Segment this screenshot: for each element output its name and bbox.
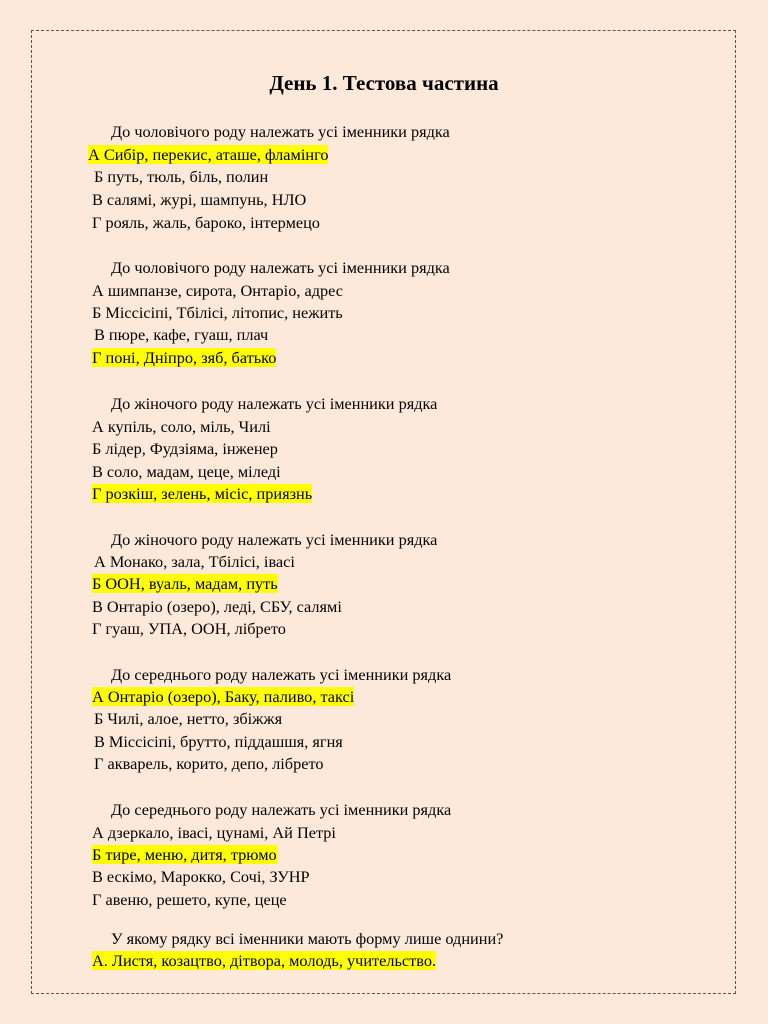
question-5-option-a	[92, 686, 354, 707]
question-2-option-b: Б Міссісіпі, Тбілісі, літопис, нежить	[92, 303, 343, 322]
correct-answer-highlight: А Сибір, перекис, аташе, фламінго	[88, 145, 329, 164]
question-1-option-c: В салямі, журі, шампунь, НЛО	[92, 190, 307, 209]
question-5-option-c: В Міссісіпі, брутто, піддашшя, ягня	[94, 732, 343, 751]
question-2-option-c: В пюре, кафе, гуаш, плач	[94, 325, 269, 344]
correct-answer-highlight: Г поні, Дніпро, зяб, батько	[92, 348, 277, 367]
question-2-option-a: А шимпанзе, сирота, Онтаріо, адрес	[92, 281, 343, 300]
question-6-prompt: До середнього роду належать усі іменники рядка	[111, 800, 452, 819]
question-4-option-b	[92, 573, 278, 594]
question-3-option-c: В соло, мадам, цеце, міледі	[92, 462, 281, 481]
question-6-option-b	[92, 844, 277, 865]
question-3-option-d	[92, 483, 312, 504]
question-4-prompt: До жіночого роду належать усі іменники рядка	[111, 530, 438, 549]
question-4-option-d: Г гуаш, УПА, ООН, лібрето	[92, 619, 286, 638]
question-7-prompt: У якому рядку всі іменники мають форму лише однини?	[111, 929, 504, 948]
question-1-prompt: До чоловічого роду належать усі іменники рядка	[111, 122, 450, 141]
question-3-option-a: А купіль, соло, міль, Чилі	[92, 417, 271, 436]
question-1-option-a	[88, 144, 328, 165]
question-5-prompt: До середнього роду належать усі іменники рядка	[111, 665, 452, 684]
correct-answer-highlight: А Онтаріо (озеро), Баку, паливо, таксі	[92, 687, 355, 706]
question-3-prompt: До жіночого роду належать усі іменники рядка	[111, 394, 438, 413]
correct-answer-highlight: Г розкіш, зелень, місіс, приязнь	[92, 484, 313, 503]
correct-answer-highlight: А. Листя, козацтво, дітвора, молодь, учительство.	[92, 951, 437, 970]
question-2-option-d	[92, 347, 276, 368]
page-title: День 1. Тестова частина	[269, 71, 499, 95]
question-3-option-b: Б лідер, Фудзіяма, інженер	[92, 439, 278, 458]
question-4-option-c: В Онтаріо (озеро), леді, СБУ, салямі	[92, 597, 342, 616]
question-6-option-a: А дзеркало, івасі, цунамі, Ай Петрі	[92, 823, 336, 842]
question-4-option-a: А Монако, зала, Тбілісі, івасі	[94, 552, 295, 571]
question-5-option-d: Г акварель, корито, депо, лібрето	[94, 754, 324, 773]
question-5-option-b: Б Чилі, алое, нетто, збіжжя	[94, 709, 283, 728]
correct-answer-highlight: Б ООН, вуаль, мадам, путь	[92, 574, 278, 593]
question-6-option-d: Г авеню, решето, купе, цеце	[92, 890, 287, 909]
question-6-option-c: В ескімо, Марокко, Сочі, ЗУНР	[92, 867, 310, 886]
question-1-option-d: Г рояль, жаль, бароко, інтермецо	[92, 213, 320, 232]
question-2-prompt: До чоловічого роду належать усі іменники рядка	[111, 258, 450, 277]
correct-answer-highlight: Б тире, меню, дитя, трюмо	[92, 845, 277, 864]
question-1-option-b: Б путь, тюль, біль, полин	[94, 167, 269, 186]
question-7-option-a	[92, 950, 436, 971]
